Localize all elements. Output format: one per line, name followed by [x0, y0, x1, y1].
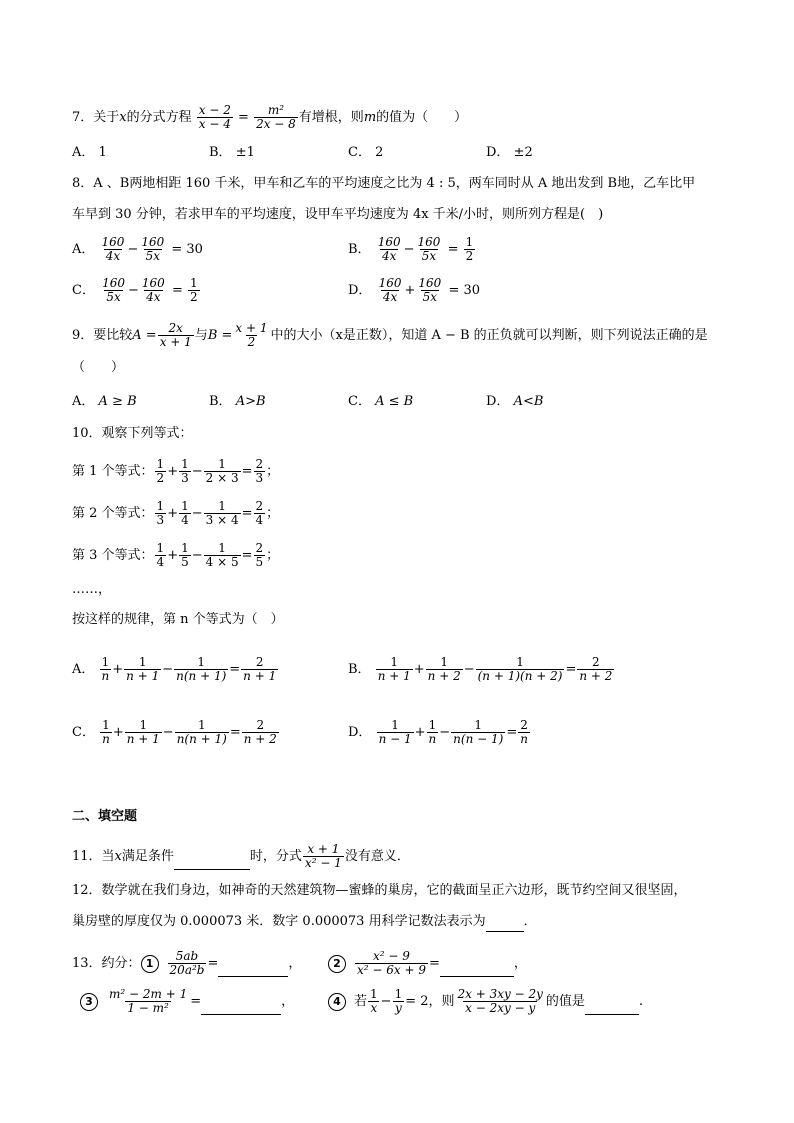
q8-option-b[interactable] [348, 236, 476, 263]
frac-num: 1 [428, 718, 437, 732]
q10-ellipsis: ……， [72, 582, 112, 597]
section-heading-fill-in: 二、填空题 [72, 809, 138, 824]
operator: − [403, 242, 415, 257]
q12-answer-blank[interactable] [486, 917, 524, 932]
fraction [100, 719, 112, 746]
frac-den: x + 1 [159, 335, 192, 349]
frac-den: 20a²b [169, 963, 205, 977]
frac-num: 1 [391, 718, 399, 732]
comma: ， [288, 956, 302, 971]
equals: = [207, 956, 219, 971]
fraction [204, 500, 241, 527]
q13-fraction-1 [168, 950, 207, 977]
q9-stem [72, 322, 708, 349]
period: . [638, 994, 644, 1009]
q8-stem-line-1: 8．A 、B两地相距 160 千米，甲车和乙车的平均速度之比为 4 : 5，两车同时从 A 地出发到 B地，乙车比甲 [72, 176, 696, 191]
frac-den: n + 1 [126, 669, 160, 683]
fraction [451, 719, 505, 746]
q12-stem-line-2 [72, 912, 537, 932]
frac-num: x + 1 [307, 842, 340, 856]
q8-option-d[interactable] [348, 277, 480, 304]
q13-text: 若 [354, 994, 368, 1009]
q7-option-b[interactable] [209, 143, 255, 163]
q7-fraction-right [254, 104, 298, 131]
operator: + [167, 548, 179, 563]
operator: − [128, 283, 139, 298]
fraction [368, 988, 380, 1015]
frac-den: n [102, 732, 110, 746]
frac-num: 1 [102, 718, 110, 732]
fraction [241, 656, 278, 683]
option-value: ±1 [235, 145, 255, 160]
frac-den: 2 [190, 290, 198, 304]
frac-den: 2 [156, 471, 165, 485]
q13-text: 的值是 [545, 994, 585, 1009]
q10-equation-1 [72, 458, 279, 485]
equals: = [447, 242, 459, 257]
q9-b-eq: B = [207, 328, 233, 343]
option-label: B． [209, 145, 232, 160]
option-value: A<B [513, 394, 544, 409]
option-label: D． [348, 283, 372, 298]
q7-stem [72, 104, 467, 131]
option-label: A． [72, 145, 95, 160]
frac-num: 2 [520, 718, 528, 732]
q9-fraction-b [233, 322, 269, 349]
q13-fraction-2 [355, 950, 428, 977]
q11-text: 时，分式 [249, 849, 302, 864]
q13-answer-blank-4[interactable] [585, 1000, 639, 1015]
frac-den: 4 [181, 513, 189, 527]
eq-prefix: 第 3 个等式： [72, 548, 154, 563]
option-label: C． [348, 394, 371, 409]
fraction [125, 719, 162, 746]
q12-text: 巢房壁的厚度仅为 0.000073 米．数字 0.000073 用科学记数法表示为 [72, 914, 486, 929]
frac-den: n [101, 669, 110, 683]
comma: ， [281, 994, 295, 1009]
q7-text: 7．关于 [72, 110, 120, 125]
q9-text: 9．要比较 [72, 328, 133, 343]
q13-answer-blank-1[interactable] [218, 962, 288, 977]
frac-num: 1 [394, 987, 403, 1001]
equals: = [190, 994, 202, 1009]
option-label: B． [209, 394, 232, 409]
option-label: A． [72, 394, 95, 409]
fraction [155, 500, 167, 527]
frac-num: 1 [197, 655, 206, 669]
frac-num: 1 [440, 655, 448, 669]
q11-var-x: x [114, 849, 122, 864]
frac-num: 1 [181, 541, 189, 555]
frac-den: 2 [247, 335, 256, 349]
fraction [518, 719, 530, 746]
operator: − [191, 464, 203, 479]
fraction [179, 542, 191, 569]
fraction [376, 656, 413, 683]
q10-option-d[interactable] [348, 719, 531, 746]
fraction [204, 458, 241, 485]
frac-den: 4x [146, 290, 161, 304]
fraction [100, 656, 112, 683]
operator: − [191, 548, 203, 563]
frac-num: 1 [218, 499, 226, 513]
frac-num: 1 [474, 718, 483, 732]
option-label: B． [348, 662, 371, 677]
option-label: C． [72, 725, 95, 740]
fraction [188, 277, 200, 304]
frac-num: x² − 9 [373, 949, 410, 963]
option-label: C． [348, 145, 371, 160]
q9-paren: （ ） [72, 360, 125, 375]
frac-den: n(n + 1) [176, 732, 227, 746]
frac-den: 3 [156, 513, 165, 527]
q11-text: 没有意义． [344, 849, 410, 864]
fraction [175, 719, 229, 746]
operator: + [167, 506, 179, 521]
q8-stem-line-2: 车早到 30 分钟，若求甲车的平均速度，设甲车平均速度为 4x 千米/小时，则所列方程是( ) [72, 207, 604, 222]
equals: = [565, 662, 577, 677]
frac-num: 160 [418, 276, 442, 290]
q13-part-4 [328, 988, 643, 1015]
q11-fraction [303, 843, 344, 870]
frac-num: 2 [255, 457, 264, 471]
fraction [376, 236, 403, 263]
fraction [139, 236, 166, 263]
q13-answer-blank-2[interactable] [440, 962, 514, 977]
frac-den: 3 × 4 [205, 513, 239, 527]
frac-num: 2 [255, 655, 264, 669]
option-value: A>B [235, 394, 266, 409]
frac-num: 1 [181, 499, 189, 513]
fraction [427, 719, 439, 746]
fraction [393, 988, 405, 1015]
operator: − [191, 506, 203, 521]
option-label: D． [486, 394, 510, 409]
q13-text: = 2，则 [405, 994, 455, 1009]
option-label: C． [72, 283, 95, 298]
frac-den: 2 × 3 [205, 471, 239, 485]
frac-den: n [520, 732, 528, 746]
frac-den: 5 [255, 555, 264, 569]
q11-text: 满足条件 [121, 849, 174, 864]
q10-option-a[interactable] [72, 656, 279, 683]
frac-num: 1 [218, 457, 226, 471]
option-label: D． [348, 725, 372, 740]
q8-option-a[interactable] [72, 236, 203, 263]
fraction [416, 236, 443, 263]
fraction [179, 500, 191, 527]
fraction [124, 656, 161, 683]
frac-den: 5x [421, 249, 437, 263]
fraction [476, 656, 565, 683]
operator: + [413, 662, 425, 677]
fraction [155, 458, 167, 485]
frac-den: x² − 1 [304, 856, 342, 870]
frac-num: 160 [378, 276, 402, 290]
frac-num: 1 [197, 718, 206, 732]
q9-a-eq: A = [132, 328, 157, 343]
frac-den: 1 − m² [127, 1001, 169, 1015]
circled-number-3-icon: 3 [80, 993, 98, 1011]
operator: − [439, 725, 451, 740]
frac-num: 160 [377, 235, 401, 249]
frac-num: 160 [102, 276, 125, 290]
semicolon: ； [266, 464, 280, 479]
equals: = [229, 725, 241, 740]
q9-text: 中的大小（x是正数），知道 A − B 的正负就可以判断，则下列说法正确的是 [270, 328, 708, 343]
operator: + [404, 283, 416, 298]
operator: + [112, 725, 124, 740]
frac-den: 4x [381, 249, 397, 263]
frac-den: 4 × 5 [205, 555, 239, 569]
q13-part-1 [72, 950, 301, 977]
fraction [377, 277, 404, 304]
fraction [254, 542, 266, 569]
frac-num: 1 [156, 499, 165, 513]
q9-option-c[interactable] [348, 392, 413, 412]
frac-den: n + 1 [126, 732, 160, 746]
q9-fraction-a [158, 322, 194, 349]
frac-den: 5x [106, 290, 121, 304]
frac-num: 1 [101, 655, 110, 669]
frac-den: 2 [465, 249, 474, 263]
frac-den: 4 [255, 513, 264, 527]
q7-fraction-left [197, 104, 233, 131]
q13-part-3 [80, 988, 294, 1015]
q13-answer-blank-3[interactable] [201, 1000, 281, 1015]
fraction [204, 542, 241, 569]
q10-option-c[interactable] [72, 719, 280, 746]
frac-num: 160 [417, 235, 441, 249]
fraction [416, 277, 443, 304]
equals: = [506, 725, 518, 740]
frac-num: 160 [141, 276, 165, 290]
operator: + [112, 662, 124, 677]
frac-num: x + 1 [235, 321, 268, 335]
frac-num: 5ab [175, 949, 199, 963]
frac-num: 2 [592, 655, 600, 669]
frac-den: x [370, 1001, 378, 1015]
q10-option-b[interactable] [348, 656, 615, 683]
frac-den: 4 [156, 555, 165, 569]
fraction [100, 277, 127, 304]
equals: = [241, 548, 253, 563]
frac-num: 1 [156, 541, 165, 555]
frac-num: 1 [516, 655, 524, 669]
operator: + [414, 725, 426, 740]
frac-num: 1 [218, 541, 226, 555]
circled-number-2-icon: 2 [328, 955, 346, 973]
q10-equation-3 [72, 542, 279, 569]
rhs: = 30 [448, 283, 481, 298]
frac-den: n [428, 732, 437, 746]
q9-text: 与 [194, 328, 208, 343]
option-value: 1 [98, 145, 107, 160]
q7-text: 的值为（ ） [376, 110, 468, 125]
frac-num: 2 [255, 499, 264, 513]
frac-num: 1 [138, 655, 147, 669]
frac-num: 160 [101, 235, 125, 249]
q9-option-d[interactable] [486, 392, 543, 412]
operator: − [463, 662, 475, 677]
q11-answer-blank[interactable] [174, 855, 250, 870]
frac-num: 1 [181, 457, 189, 471]
frac-den: n(n + 1) [176, 669, 227, 683]
fraction [254, 500, 266, 527]
frac-den: 5x [145, 249, 160, 263]
equals: = [241, 506, 253, 521]
option-label: A． [72, 242, 95, 257]
frac-den: x − 2xy − y [465, 1001, 536, 1015]
eq-prefix: 第 2 个等式： [72, 506, 154, 521]
equals: = [428, 956, 440, 971]
q12-text: ． [523, 914, 537, 929]
frac-den: y [394, 1001, 402, 1015]
frac-den: n + 2 [243, 732, 277, 746]
fraction [155, 542, 167, 569]
q11-text: 11．当 [72, 849, 115, 864]
semicolon: ； [266, 506, 280, 521]
frac-num: x − 2 [198, 103, 231, 117]
frac-den: x − 4 [198, 117, 231, 131]
fraction [426, 656, 463, 683]
option-value: 2 [375, 145, 384, 160]
option-label: B． [348, 242, 371, 257]
fraction [174, 656, 228, 683]
option-label: A． [72, 662, 95, 677]
option-value: A ≥ B [98, 394, 137, 409]
q7-var-m: m [363, 110, 377, 125]
semicolon: ； [266, 548, 280, 563]
q8-option-c[interactable] [72, 277, 201, 304]
q10-ask: 按这样的规律，第 n 个等式为（ ） [72, 612, 284, 627]
q7-option-a[interactable] [72, 143, 107, 163]
q13-fraction-4 [456, 988, 545, 1015]
q10-equation-2 [72, 500, 279, 527]
q7-option-d[interactable] [486, 143, 533, 163]
frac-den: n + 1 [377, 669, 411, 683]
eq-prefix: 第 1 个等式： [72, 464, 154, 479]
fraction [377, 719, 414, 746]
q7-text: 有增根，则 [298, 110, 364, 125]
frac-den: n − 1 [378, 732, 412, 746]
operator: − [380, 994, 392, 1009]
frac-num: 2x [168, 321, 183, 335]
frac-den: n + 1 [243, 669, 277, 683]
frac-den: (n + 1)(n + 2) [477, 669, 563, 683]
frac-den: 2x − 8 [256, 117, 296, 131]
q9-option-b[interactable] [209, 392, 266, 412]
equals: = [229, 662, 241, 677]
frac-den: n(n − 1) [453, 732, 504, 746]
circled-number-4-icon: 4 [328, 993, 346, 1011]
operator: + [167, 464, 179, 479]
q11-stem [72, 843, 410, 870]
q13-fraction-3 [107, 988, 189, 1015]
frac-den: 4x [105, 249, 121, 263]
equals: = [238, 110, 249, 125]
frac-num: 1 [390, 655, 399, 669]
q7-var-x: x [119, 110, 127, 125]
option-value: A ≤ B [375, 394, 414, 409]
frac-den: 5x [422, 290, 438, 304]
frac-den: x² − 6x + 9 [357, 963, 426, 977]
frac-num: 1 [156, 457, 165, 471]
fraction [254, 458, 266, 485]
frac-den: 3 [255, 471, 264, 485]
q13-text: 13．约分： [72, 956, 141, 971]
frac-num: 1 [370, 987, 378, 1001]
frac-den: n + 2 [427, 669, 461, 683]
fraction [577, 656, 614, 683]
q7-text: 的分式方程 [126, 110, 192, 125]
rhs: = 30 [171, 242, 203, 257]
fraction [140, 277, 167, 304]
frac-num: 2x + 3xy − 2y [457, 987, 543, 1001]
frac-num: m² [267, 103, 285, 117]
operator: − [162, 662, 174, 677]
operator: − [127, 242, 139, 257]
fraction [179, 458, 191, 485]
equals: = [241, 464, 253, 479]
fraction [464, 236, 476, 263]
frac-den: 4x [382, 290, 398, 304]
q9-option-a[interactable] [72, 392, 137, 412]
comma: ， [513, 956, 527, 971]
frac-den: 5 [181, 555, 189, 569]
frac-den: 3 [181, 471, 189, 485]
frac-num: 1 [139, 718, 148, 732]
q7-option-c[interactable] [348, 143, 383, 163]
frac-num: 2 [256, 718, 265, 732]
q12-stem-line-1: 12．数学就在我们身边，如神奇的天然建筑物—蜜蜂的巢房，它的截面呈正六边形，既节约空间又很坚固， [72, 883, 687, 898]
frac-num: 160 [141, 235, 165, 249]
frac-num: 2 [255, 541, 264, 555]
circled-number-1-icon: 1 [141, 955, 159, 973]
fraction [242, 719, 279, 746]
frac-den: n + 2 [579, 669, 613, 683]
equals: = [171, 283, 183, 298]
q13-part-2 [328, 950, 527, 977]
operator: − [162, 725, 174, 740]
option-value: ±2 [513, 145, 533, 160]
q10-title: 10．观察下列等式： [72, 426, 193, 441]
option-label: D． [486, 145, 510, 160]
frac-num: 1 [465, 235, 474, 249]
frac-num: m² − 2m + 1 [109, 987, 188, 1001]
fraction [100, 236, 127, 263]
frac-num: 1 [190, 276, 198, 290]
